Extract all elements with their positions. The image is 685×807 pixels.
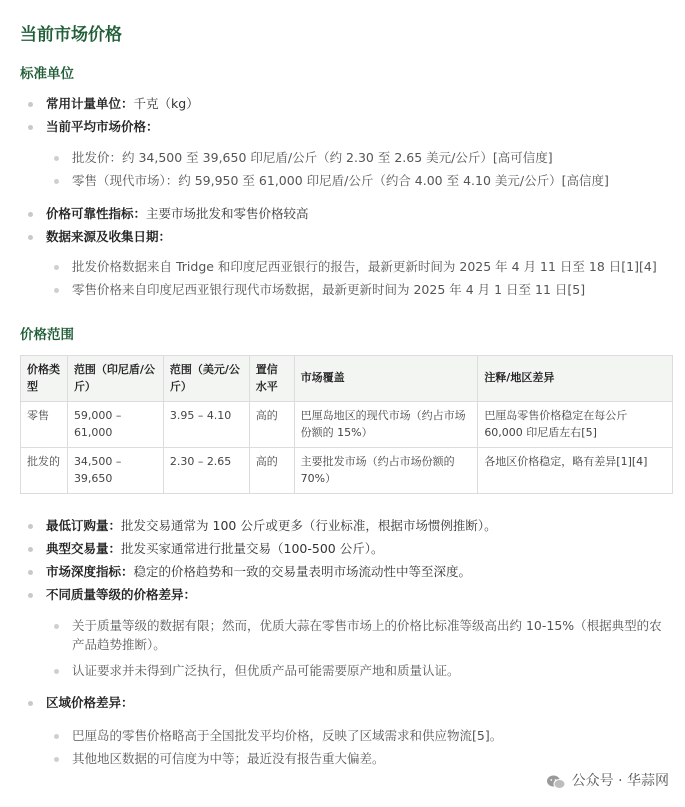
table-header-cell: 范围（印尼盾/公斤）: [67, 356, 163, 402]
price-range-table: [20, 355, 673, 494]
table-header-row: [21, 356, 673, 402]
list-item: 零售（现代市场）：约 59,950 至 61,000 印尼盾/公斤（约合 4.00 至 4.10 美元/公斤）[高信度]: [0, 171, 685, 194]
table-cell: 高的: [249, 448, 294, 494]
quality-list: [0, 616, 685, 684]
list-item: 零售价格来自印度尼西亚银行现代市场数据，最新更新时间为 2025 年 4 月 1 日至 11 日[5]: [0, 280, 685, 303]
section-heading-standard: 标准单位: [20, 66, 74, 82]
list-item: 当前平均市场价格：: [0, 117, 685, 140]
table-cell: 巴厘岛零售价格稳定在每公斤 60,000 印尼盾左右[5]: [478, 402, 673, 448]
table-cell: 零售: [21, 402, 68, 448]
regional-list: [0, 726, 685, 772]
section-heading-range: 价格范围: [20, 327, 74, 343]
watermark: [546, 771, 669, 793]
table-row: [21, 402, 673, 448]
list-item: 数据来源及收集日期：: [0, 227, 685, 250]
list-item: 不同质量等级的价格差异：: [0, 585, 685, 608]
market-detail-list: [0, 516, 685, 608]
list-item: 区域价格差异：: [0, 693, 685, 716]
table-header-cell: 价格类型: [21, 356, 68, 402]
reliability-list: [0, 204, 685, 250]
list-item: 认证要求并未得到广泛执行，但优质产品可能需要原产地和质量认证。: [0, 661, 685, 684]
table-cell: 批发的: [21, 448, 68, 494]
list-item: 价格可靠性指标：主要市场批发和零售价格较高: [0, 204, 685, 227]
table-header-cell: 市场覆盖: [294, 356, 478, 402]
list-item: 常用计量单位：千克（kg）: [0, 94, 685, 117]
price-list: [0, 148, 685, 194]
list-item: 最低订购量：批发交易通常为 100 公斤或更多（行业标准，根据市场惯例推断）。: [0, 516, 685, 539]
table-row: [21, 448, 673, 494]
table-cell: 34,500 – 39,650: [67, 448, 163, 494]
table-cell: 3.95 – 4.10: [163, 402, 249, 448]
list-item: 批发价格数据来自 Tridge 和印度尼西亚银行的报告，最新更新时间为 2025 年 4 月 11 日至 18 日[1][4]: [0, 257, 685, 280]
table-cell: 各地区价格稳定，略有差异[1][4]: [478, 448, 673, 494]
table-cell: 2.30 – 2.65: [163, 448, 249, 494]
regional-heading-list: [0, 693, 685, 716]
list-item: 其他地区数据的可信度为中等；最近没有报告重大偏差。: [0, 749, 685, 772]
list-item: 关于质量等级的数据有限；然而，优质大蒜在零售市场上的价格比标准等级高出约 10-15%（根据典型的农产品趋势推断）。: [0, 616, 685, 655]
list-item: 市场深度指标：稳定的价格趋势和一致的交易量表明市场流动性中等至深度。: [0, 562, 685, 585]
table-header-cell: 置信水平: [249, 356, 294, 402]
table-cell: 主要批发市场（约占市场份额的 70%）: [294, 448, 478, 494]
table-cell: 巴厘岛地区的现代市场（约占市场份额的 15%）: [294, 402, 478, 448]
source-list: [0, 257, 685, 303]
wechat-icon: [546, 774, 566, 790]
table-header-cell: 注释/地区差异: [478, 356, 673, 402]
watermark-text: 公众号 · 华蒜网: [571, 773, 669, 790]
list-item: 巴厘岛的零售价格略高于全国批发平均价格，反映了区域需求和供应物流[5]。: [0, 726, 685, 749]
page-title: 当前市场价格: [20, 25, 122, 45]
list-item: 典型交易量：批发买家通常进行批量交易（100-500 公斤）。: [0, 539, 685, 562]
table-cell: 高的: [249, 402, 294, 448]
list-item: 批发价：约 34,500 至 39,650 印尼盾/公斤（约 2.30 至 2.65 美元/公斤）[高可信度]: [0, 148, 685, 171]
table-cell: 59,000 – 61,000: [67, 402, 163, 448]
standard-list: [0, 94, 685, 140]
table-header-cell: 范围（美元/公斤）: [163, 356, 249, 402]
